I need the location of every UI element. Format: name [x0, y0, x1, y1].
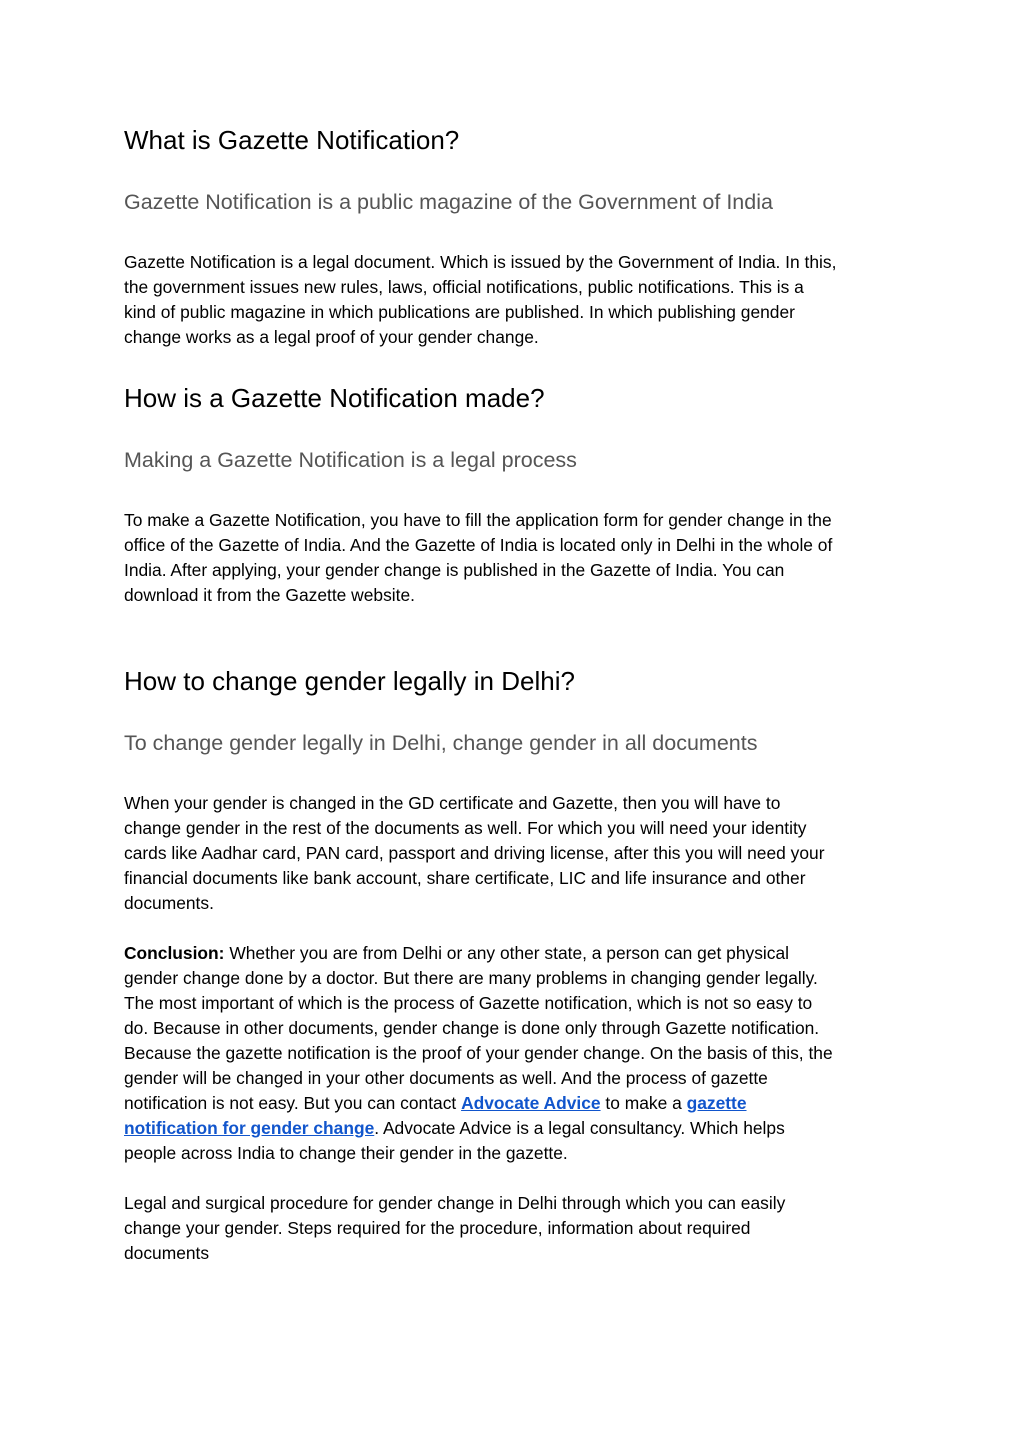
paragraph-line — [124, 1091, 904, 1116]
section-1-heading: What is Gazette Notification? — [124, 125, 460, 155]
paragraph-line: gender change done by a doctor. But there are many problems in changing gender legally. — [124, 968, 818, 988]
paragraph-line: To make a Gazette Notification, you have to fill the application form for gender change in the — [124, 510, 832, 530]
section-2-subheading: Making a Gazette Notification is a legal process — [124, 448, 577, 472]
paragraph-line: change works as a legal proof of your gender change. — [124, 327, 539, 347]
gazette-notification-link[interactable]: notification for gender change — [124, 1118, 375, 1138]
section-3-paragraph — [124, 791, 904, 916]
paragraph-line: documents. — [124, 893, 214, 913]
conclusion-text: . Advocate Advice is a legal consultancy. Which helps — [374, 1118, 785, 1138]
conclusion-text: notification is not easy. But you can contact — [124, 1093, 462, 1113]
final-paragraph — [124, 1191, 904, 1266]
section-3-heading: How to change gender legally in Delhi? — [124, 666, 575, 696]
paragraph-line: When your gender is changed in the GD certificate and Gazette, then you will have to — [124, 793, 781, 813]
conclusion-paragraph — [124, 941, 904, 1166]
paragraph-line: do. Because in other documents, gender change is done only through Gazette notification. — [124, 1018, 820, 1038]
paragraph-line — [124, 941, 904, 966]
paragraph-line — [124, 1116, 904, 1141]
paragraph-line: India. After applying, your gender change is published in the Gazette of India. You can — [124, 560, 785, 580]
gazette-notification-link[interactable]: gazette — [686, 1093, 747, 1113]
paragraph-line: documents — [124, 1243, 210, 1263]
paragraph-line: download it from the Gazette website. — [124, 585, 415, 605]
paragraph-line: The most important of which is the process of Gazette notification, which is not so easy to — [124, 993, 813, 1013]
paragraph-line: Because the gazette notification is the proof of your gender change. On the basis of this, the — [124, 1043, 833, 1063]
paragraph-line: Gazette Notification is a legal document. Which is issued by the Government of India. In this, — [124, 252, 837, 272]
section-2-paragraph — [124, 508, 904, 608]
section-1-subheading: Gazette Notification is a public magazine of the Government of India — [124, 190, 773, 214]
paragraph-line: Legal and surgical procedure for gender change in Delhi through which you can easily — [124, 1193, 786, 1213]
paragraph-line: change your gender. Steps required for the procedure, information about required — [124, 1218, 751, 1238]
paragraph-line: office of the Gazette of India. And the Gazette of India is located only in Delhi in the whole of — [124, 535, 833, 555]
conclusion-text: Whether you are from Delhi or any other state, a person can get physical — [224, 943, 790, 963]
paragraph-line: financial documents like bank account, share certificate, LIC and life insurance and other — [124, 868, 806, 888]
paragraph-line: the government issues new rules, laws, official notifications, public notifications. This is a — [124, 277, 804, 297]
paragraph-line: gender will be changed in your other documents as well. And the process of gazette — [124, 1068, 768, 1088]
section-3-subheading: To change gender legally in Delhi, change gender in all documents — [124, 731, 758, 755]
section-1-paragraph — [124, 250, 904, 350]
paragraph-line: kind of public magazine in which publications are published. In which publishing gender — [124, 302, 795, 322]
paragraph-line: people across India to change their gender in the gazette. — [124, 1143, 568, 1163]
conclusion-label: Conclusion: — [124, 943, 225, 963]
paragraph-line: cards like Aadhar card, PAN card, passport and driving license, after this you will need your — [124, 843, 825, 863]
conclusion-text: to make a — [600, 1093, 687, 1113]
section-2-heading: How is a Gazette Notification made? — [124, 383, 545, 413]
paragraph-line: change gender in the rest of the documents as well. For which you will need your identity — [124, 818, 807, 838]
advocate-advice-link[interactable]: Advocate Advice — [461, 1093, 601, 1113]
